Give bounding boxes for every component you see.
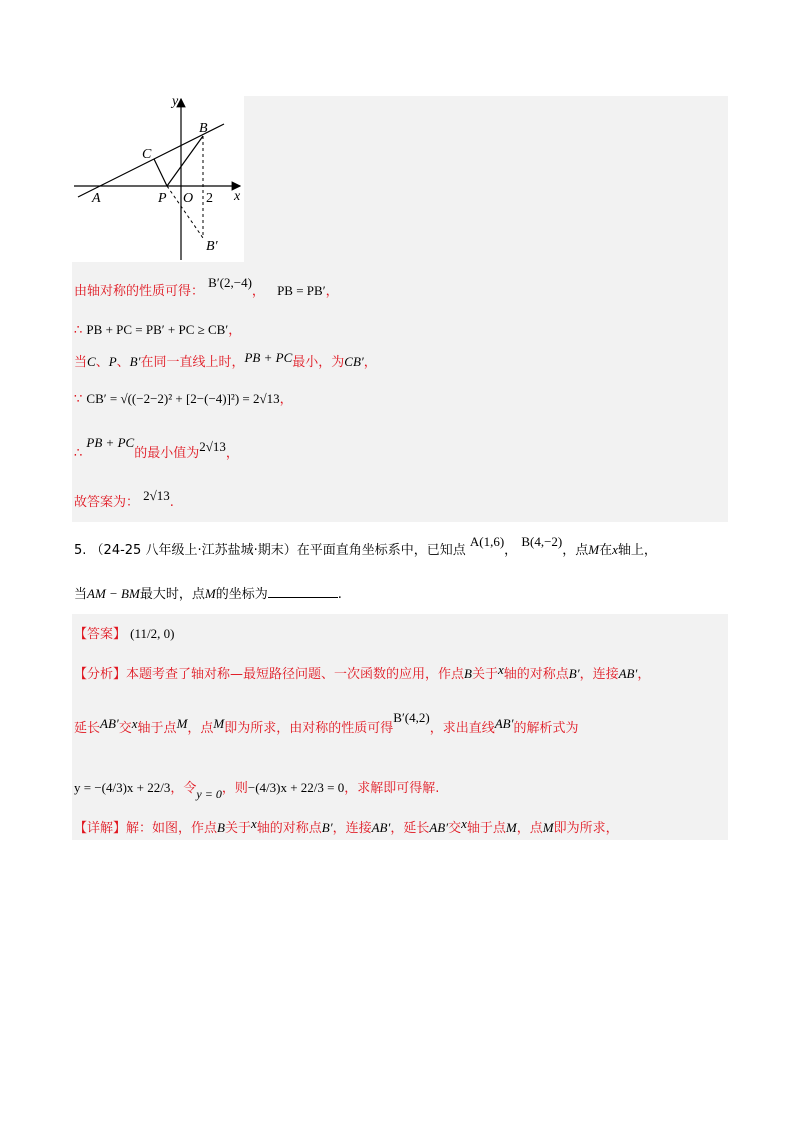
text: 轴于点	[466, 821, 506, 836]
math-inequality: PB + PC = PB′ + PC ≥ CB′	[86, 322, 229, 337]
text: 、	[95, 355, 109, 370]
math-abprime: AB′	[100, 716, 119, 731]
label-o: O	[183, 191, 194, 206]
text: 在同一直线上时，	[140, 355, 245, 370]
text: 轴于点	[137, 721, 177, 736]
math-point-a: A(1,6)	[469, 534, 505, 549]
text: ，令	[170, 781, 197, 796]
solution-line-2	[74, 320, 241, 341]
text: 即为所求，由对称的性质可得	[224, 721, 394, 736]
analysis-line-1	[74, 664, 650, 685]
text: ，	[251, 284, 265, 299]
math-x: x	[612, 542, 618, 557]
math-m: M	[213, 716, 225, 731]
answer-blank	[268, 585, 338, 598]
math-bprime: B′	[321, 820, 333, 835]
solution-line-5	[74, 435, 239, 464]
text: 由轴对称的性质可得：	[74, 284, 205, 299]
text: ，求出直线	[429, 721, 495, 736]
analysis-label: 【分析】	[74, 667, 127, 682]
math-m: M	[505, 820, 517, 835]
math-c: C	[87, 354, 96, 369]
math-bprime: B′	[568, 666, 580, 681]
label-two: 2	[206, 191, 213, 206]
math-am-bm: AM − BM	[87, 586, 140, 601]
math-pb-pc: PB + PC	[244, 350, 293, 365]
answer-line	[74, 624, 174, 645]
math-pb-eq: PB = PB′	[277, 283, 326, 298]
math-point-b: B(4,−2)	[521, 534, 563, 549]
text: ，	[504, 543, 518, 558]
text: ，延长	[390, 821, 430, 836]
text: 的解析式为	[513, 721, 579, 736]
text: 关于	[471, 667, 498, 682]
math-line-equation: y = −(4/3)x + 22/3	[74, 780, 171, 795]
text: ，连接	[332, 821, 372, 836]
text: 在	[599, 543, 613, 558]
analysis-line-2	[74, 710, 579, 739]
text: ，则	[221, 781, 248, 796]
solution-line-6	[74, 488, 174, 513]
text: 交	[448, 821, 462, 836]
math-bprime-coords: B′(4,2)	[393, 710, 430, 725]
math-min-value: 2√13	[199, 439, 226, 454]
math-abprime: AB′	[618, 666, 638, 681]
question-text: （24-25 八年级上·江苏盐城·期末）在平面直角坐标系中，已知点	[90, 543, 466, 558]
math-m: M	[542, 820, 554, 835]
math-m: M	[176, 716, 188, 731]
math-answer-value: (11/2, 0)	[130, 626, 175, 641]
math-pb-pc: PB + PC	[86, 435, 135, 450]
question-number: 5.	[74, 543, 87, 558]
text: 最大时，点	[139, 587, 205, 602]
solution-line-4	[74, 389, 293, 410]
geometry-figure	[72, 96, 244, 262]
solution-line-3	[74, 352, 377, 373]
text: 本题考查了轴对称—最短路径问题、一次函数的应用，作点	[126, 667, 465, 682]
detail-label: 【详解】	[74, 821, 127, 836]
math-x: x	[251, 816, 257, 831]
math-abprime: AB′	[429, 820, 449, 835]
text: ，	[228, 323, 242, 338]
math-b: B	[464, 666, 472, 681]
label-p: P	[158, 191, 167, 206]
text: 即为所求，	[553, 821, 619, 836]
text: 轴的对称点	[503, 667, 569, 682]
text: ，求解即可得解.	[344, 781, 440, 796]
label-c: C	[142, 147, 152, 162]
text: ，点	[562, 543, 589, 558]
math-m: M	[588, 542, 600, 557]
text: 的坐标为	[215, 587, 268, 602]
math-answer: 2√13	[143, 488, 170, 503]
text: ，	[279, 392, 293, 407]
math-bprime-coords: B′(2,−4)	[208, 275, 252, 290]
text: ，连接	[579, 667, 619, 682]
text: ，	[325, 284, 339, 299]
label-b: B	[199, 121, 208, 136]
segment-cp	[154, 159, 167, 186]
analysis-line-3	[74, 778, 439, 799]
question-line-2	[74, 584, 342, 605]
text: 当	[74, 355, 88, 370]
math-x: x	[131, 716, 138, 731]
math-solve-equation: −(4/3)x + 22/3 = 0	[247, 780, 345, 795]
math-b: B	[217, 820, 225, 835]
math-y0: y = 0	[196, 787, 222, 801]
math-x: x	[498, 662, 504, 677]
text: .	[337, 587, 342, 602]
text: ，	[637, 667, 651, 682]
question-line-1	[74, 534, 657, 561]
answer-label: 【答案】	[74, 627, 127, 642]
text: 最小，为	[292, 355, 345, 370]
therefore-symbol: ∴	[74, 323, 83, 338]
text: 交	[118, 721, 132, 736]
label-bprime: B′	[206, 239, 218, 254]
label-a: A	[92, 191, 101, 206]
text: 延长	[74, 721, 101, 736]
text: 故答案为：	[74, 495, 140, 510]
text: 轴的对称点	[256, 821, 322, 836]
math-bprime: B′	[129, 354, 141, 369]
text: 轴上，	[617, 543, 657, 558]
text: ，点	[516, 821, 543, 836]
math-abprime: AB′	[371, 820, 391, 835]
therefore-symbol: ∴	[74, 446, 83, 461]
math-x: x	[461, 816, 467, 831]
text: .	[169, 495, 174, 510]
math-m: M	[204, 586, 216, 601]
detail-line	[74, 818, 619, 839]
math-abprime: AB′	[494, 716, 514, 731]
text: 解：如图，作点	[126, 821, 218, 836]
coordinate-diagram	[72, 96, 244, 262]
label-x: x	[234, 189, 241, 204]
math-p: P	[108, 354, 117, 369]
solution-line-1	[74, 275, 339, 302]
text: ，点	[187, 721, 214, 736]
text: 当	[74, 587, 88, 602]
label-y: y	[172, 96, 179, 109]
text: 、	[116, 355, 130, 370]
text: ，	[225, 446, 239, 461]
text: 的最小值为	[134, 446, 200, 461]
text: 关于	[224, 821, 251, 836]
text: ，	[363, 355, 377, 370]
because-symbol: ∵	[74, 392, 83, 407]
math-cbprime: CB′	[344, 354, 364, 369]
math-distance: CB′ = √((−2−2)² + [2−(−4)]²) = 2√13	[86, 391, 280, 406]
